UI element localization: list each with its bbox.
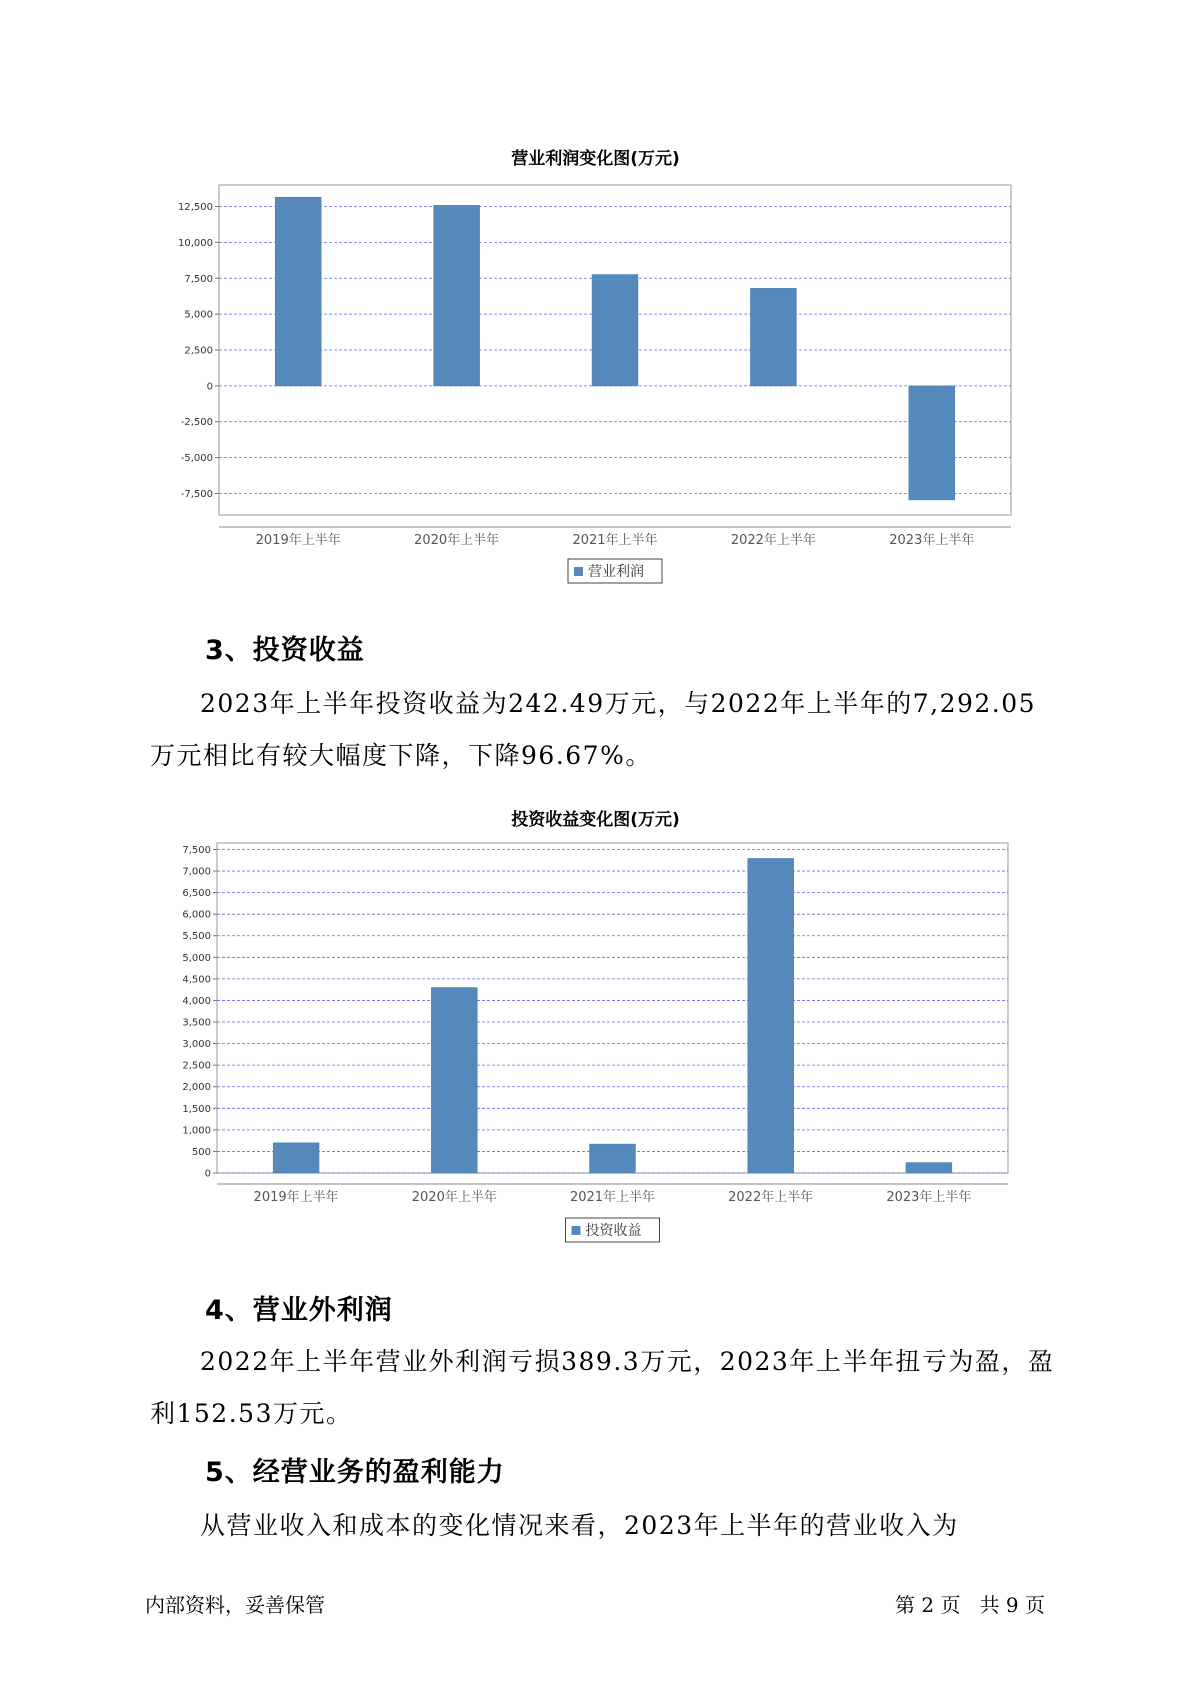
section3-text: 2023年上半年投资收益为242.49万元，与2022年上半年的7,292.05万元相比有较大幅度下降，下降96.67%。 (150, 689, 1037, 770)
bar-2023年上半年 (906, 1163, 952, 1173)
bar-2019年上半年 (273, 1143, 319, 1173)
footer-left: 内部资料，妥善保管 (145, 1593, 325, 1617)
y-tick-label: 7,500 (182, 844, 211, 856)
footer-page-number: 第 2 页 共 9 页 (895, 1593, 1045, 1617)
y-tick-label: 5,000 (184, 309, 213, 321)
x-tick-label: 2021年上半年 (572, 533, 658, 548)
y-tick-label: 12,500 (178, 202, 213, 214)
y-tick-label: 3,500 (182, 1017, 211, 1029)
y-tick-label: 5,500 (182, 931, 211, 943)
x-tick-label: 2020年上半年 (414, 533, 500, 548)
x-tick-label: 2022年上半年 (728, 1190, 814, 1205)
y-tick-label: 4,500 (182, 974, 211, 986)
x-tick-label: 2020年上半年 (411, 1190, 497, 1205)
y-tick-label: 7,000 (182, 866, 211, 878)
section4-text: 2022年上半年营业外利润亏损389.3万元，2023年上半年扭亏为盈，盈利152.53万元。 (150, 1347, 1055, 1428)
section4-heading: 4、营业外利润 (205, 1295, 393, 1326)
legend-swatch (572, 1226, 581, 1235)
y-tick-label: 6,000 (182, 909, 211, 921)
x-tick-label: 2022年上半年 (730, 533, 816, 548)
bar-2020年上半年 (431, 988, 477, 1173)
y-tick-label: 2,500 (182, 1060, 211, 1072)
y-tick-label: -2,500 (180, 417, 213, 429)
y-tick-label: -5,000 (180, 453, 213, 465)
legend-label: 投资收益 (585, 1223, 642, 1239)
x-tick-label: 2021年上半年 (569, 1190, 656, 1205)
y-tick-label: 0 (206, 381, 213, 393)
y-tick-label: 500 (191, 1146, 211, 1158)
x-tick-label: 2023年上半年 (886, 1190, 972, 1205)
y-tick-label: 10,000 (178, 237, 213, 249)
y-tick-label: 2,000 (182, 1082, 211, 1094)
y-tick-label: 1,000 (182, 1125, 211, 1137)
section5-heading: 5、经营业务的盈利能力 (205, 1457, 505, 1488)
y-tick-label: 0 (204, 1168, 211, 1180)
y-tick-label: 1,500 (182, 1103, 211, 1115)
y-tick-label: 5,000 (182, 952, 211, 964)
y-tick-label: 7,500 (184, 273, 213, 285)
y-tick-label: 3,000 (182, 1039, 211, 1051)
x-tick-label: 2023年上半年 (889, 533, 975, 548)
bar-2021年上半年 (590, 1144, 636, 1173)
y-tick-label: -7,500 (180, 488, 213, 500)
y-tick-label: 6,500 (182, 888, 211, 900)
bar-2022年上半年 (748, 858, 794, 1173)
section5-text: 从营业收入和成本的变化情况来看，2023年上半年的营业收入为 (200, 1511, 959, 1540)
chart1-title: 营业利润变化图(万元) (511, 149, 680, 169)
y-tick-label: 2,500 (184, 345, 213, 357)
legend-label: 营业利润 (588, 564, 644, 580)
y-tick-label: 4,000 (182, 995, 211, 1007)
x-tick-label: 2019年上半年 (255, 533, 341, 548)
x-tick-label: 2019年上半年 (253, 1190, 339, 1205)
chart2-title: 投资收益变化图(万元) (511, 810, 680, 830)
section3-heading: 3、投资收益 (205, 635, 365, 666)
